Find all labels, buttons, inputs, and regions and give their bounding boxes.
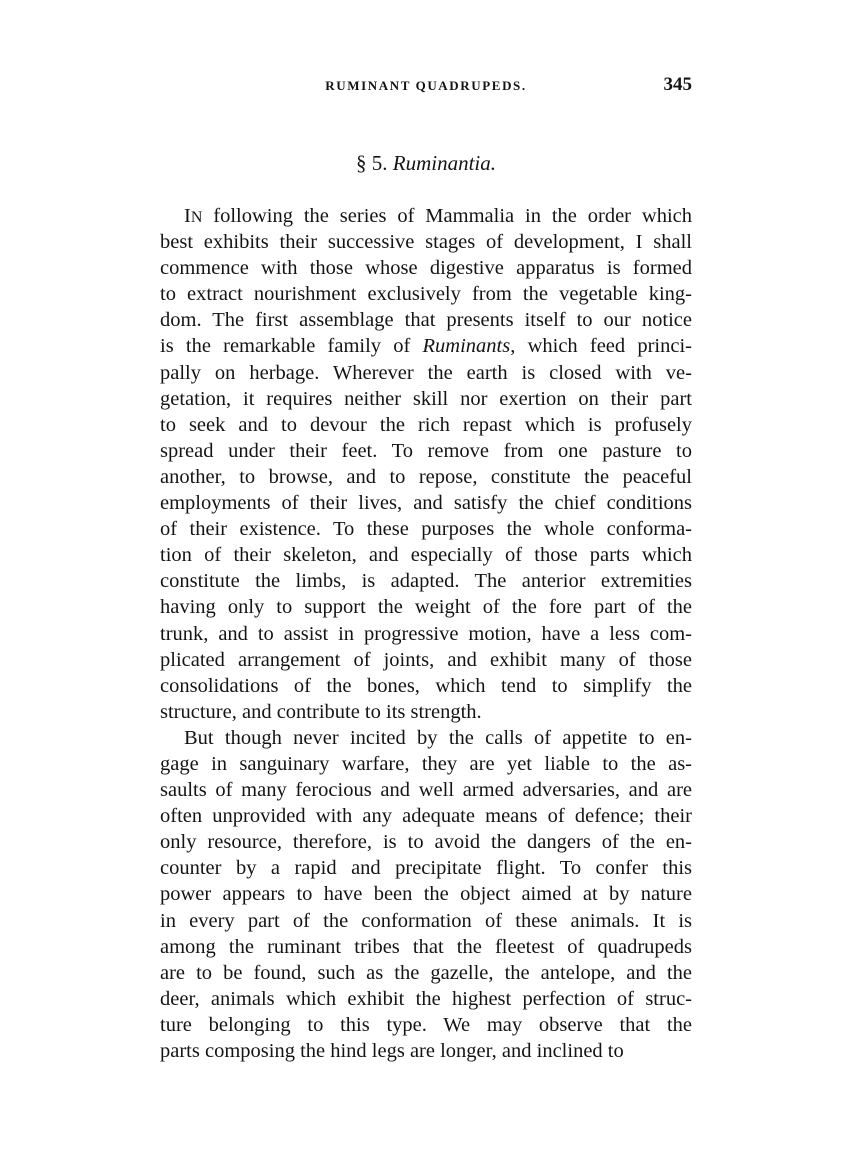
text-line: plicated arrangement of joints, and exhibit many of those [160, 648, 692, 671]
text-line: deer, animals which exhibit the highest perfection of struc- [160, 987, 692, 1010]
text-line: to extract nourishment exclusively from the vegetable king- [160, 283, 692, 306]
text-line: tion of their skeleton, and especially of those parts which [160, 544, 692, 567]
text-line: parts composing the hind legs are longer, and inclined to [160, 1040, 624, 1062]
text-line: is the remarkable family of Ruminants, which feed princi- [160, 335, 692, 358]
text-line: pally on herbage. Wherever the earth is closed with ve- [160, 361, 692, 384]
text-line: saults of many ferocious and well armed adversaries, and are [160, 779, 692, 802]
text-line: counter by a rapid and precipitate flight. To confer this [160, 857, 692, 880]
section-title: Ruminantia. [392, 151, 496, 175]
body-text [160, 203, 692, 1064]
running-title: RUMINANT QUADRUPEDS. [325, 78, 527, 93]
text-line: in every part of the conformation of these animals. It is [160, 909, 692, 932]
text-line: only resource, therefore, is to avoid the dangers of the en- [160, 831, 692, 854]
text-line: often unprovided with any adequate means of defence; their [160, 805, 692, 828]
text-line: of their existence. To these purposes the whole conforma- [160, 518, 692, 541]
text-line: structure, and contribute to its strength. [160, 700, 482, 723]
paragraph [160, 203, 692, 725]
text-line: commence with those whose digestive apparatus is formed [160, 257, 692, 280]
text-line: IN following the series of Mammalia in the order which [184, 205, 692, 227]
text-line: trunk, and to assist in progressive motion, have a less com- [160, 622, 692, 645]
text-line: are to be found, such as the gazelle, the antelope, and the [160, 961, 692, 984]
text-line: dom. The first assemblage that presents itself to our notice [160, 309, 692, 332]
text-line: spread under their feet. To remove from one pasture to [160, 439, 692, 462]
section-mark: § 5. [356, 151, 388, 175]
text-line: But though never incited by the calls of appetite to en- [184, 726, 692, 749]
paragraph [160, 725, 692, 1064]
text-line: employments of their lives, and satisfy the chief conditions [160, 492, 692, 515]
page-number: 345 [663, 74, 692, 95]
text-line: constitute the limbs, is adapted. The anterior extremities [160, 570, 692, 593]
text-line: gage in sanguinary warfare, they are yet liable to the as- [160, 752, 692, 775]
text-line: best exhibits their successive stages of development, I shall [160, 231, 692, 254]
text-line: having only to support the weight of the fore part of the [160, 596, 692, 619]
running-head [160, 74, 692, 96]
text-line: to seek and to devour the rich repast which is profusely [160, 413, 692, 436]
text-line: power appears to have been the object aimed at by nature [160, 883, 692, 906]
section-heading [160, 150, 692, 176]
text-line: another, to browse, and to repose, constitute the peaceful [160, 465, 692, 488]
text-line: among the ruminant tribes that the fleetest of quadrupeds [160, 935, 692, 958]
text-line: consolidations of the bones, which tend to simplify the [160, 674, 692, 697]
text-line: getation, it requires neither skill nor exertion on their part [160, 387, 692, 410]
text-line: ture belonging to this type. We may observe that the [160, 1013, 692, 1036]
